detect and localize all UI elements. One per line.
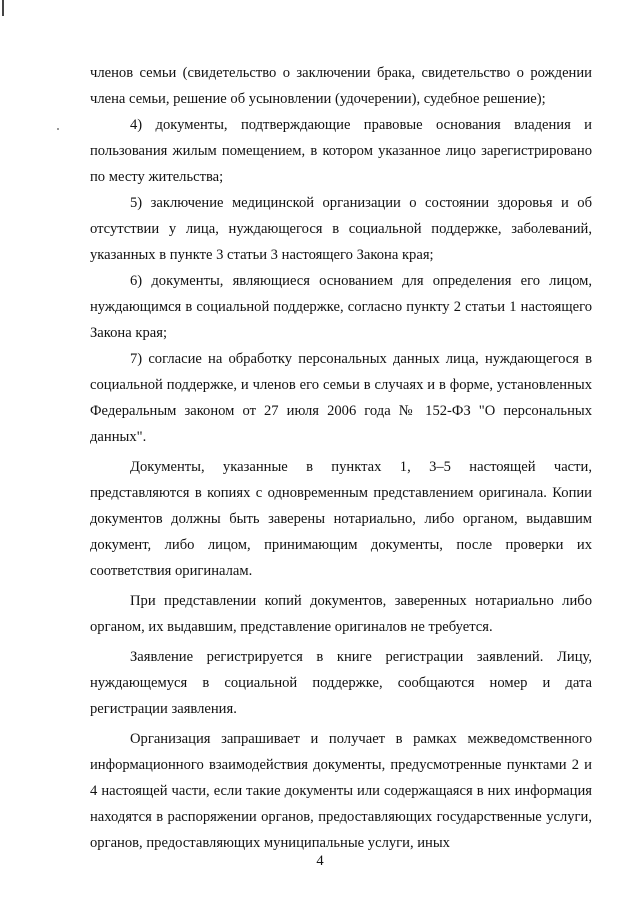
paragraph-registration: Заявление регистрируется в книге регистрации заявлений. Лицу, нуждающемуся в социальной поддержке, сообщаются номер и дата регистрации заявления. [90, 649, 592, 717]
scan-dust-mark [57, 128, 59, 130]
scan-corner-mark [2, 0, 4, 16]
page-number: 4 [316, 853, 324, 869]
paragraph-item-5: 5) заключение медицинской организации о состоянии здоровья и об отсутствии у лица, нуждающегося в социальной поддержке, заболеваний, указанных в пункте 3 статьи 3 настоящего Закона края; [90, 195, 592, 263]
paragraph-originals: При представлении копий документов, заверенных нотариально либо органом, их выдавшим, представление оригиналов не требуется. [90, 593, 592, 635]
document-body [90, 60, 592, 856]
paragraph-item-7: 7) согласие на обработку персональных данных лица, нуждающегося в социальной поддержке, и членов его семьи в случаях и в форме, установленных Федеральным законом от 27 июля 2006 года № 152-ФЗ "О персональных данных". [90, 351, 592, 445]
paragraph-continuation: членов семьи (свидетельство о заключении брака, свидетельство о рождении члена семьи, решение об усыновлении (удочерении), судебное решение); [90, 65, 592, 107]
paragraph-item-4: 4) документы, подтверждающие правовые основания владения и пользования жилым помещением, в котором указанное лицо зарегистрировано по месту жительства; [90, 117, 592, 185]
paragraph-item-6: 6) документы, являющиеся основанием для определения его лицом, нуждающимся в социальной поддержке, согласно пункту 2 статьи 1 настоящего Закона края; [90, 273, 592, 341]
paragraph-copies: Документы, указанные в пунктах 1, 3–5 настоящей части, представляются в копиях с одновременным представлением оригинала. Копии документов должны быть заверены нотариально, либо органом, выдавшим документ, либо лицом, принимающим документы, после проверки их соответствия оригиналам. [90, 459, 592, 579]
paragraph-interagency: Организация запрашивает и получает в рамках межведомственного информационного взаимодействия документы, предусмотренные пунктами 2 и 4 настоящей части, если такие документы или содержащаяся в них информация находятся в распоряжении органов, предоставляющих государственные услуги, органов, предоставляющих муниципальные услуги, иных [90, 731, 592, 851]
